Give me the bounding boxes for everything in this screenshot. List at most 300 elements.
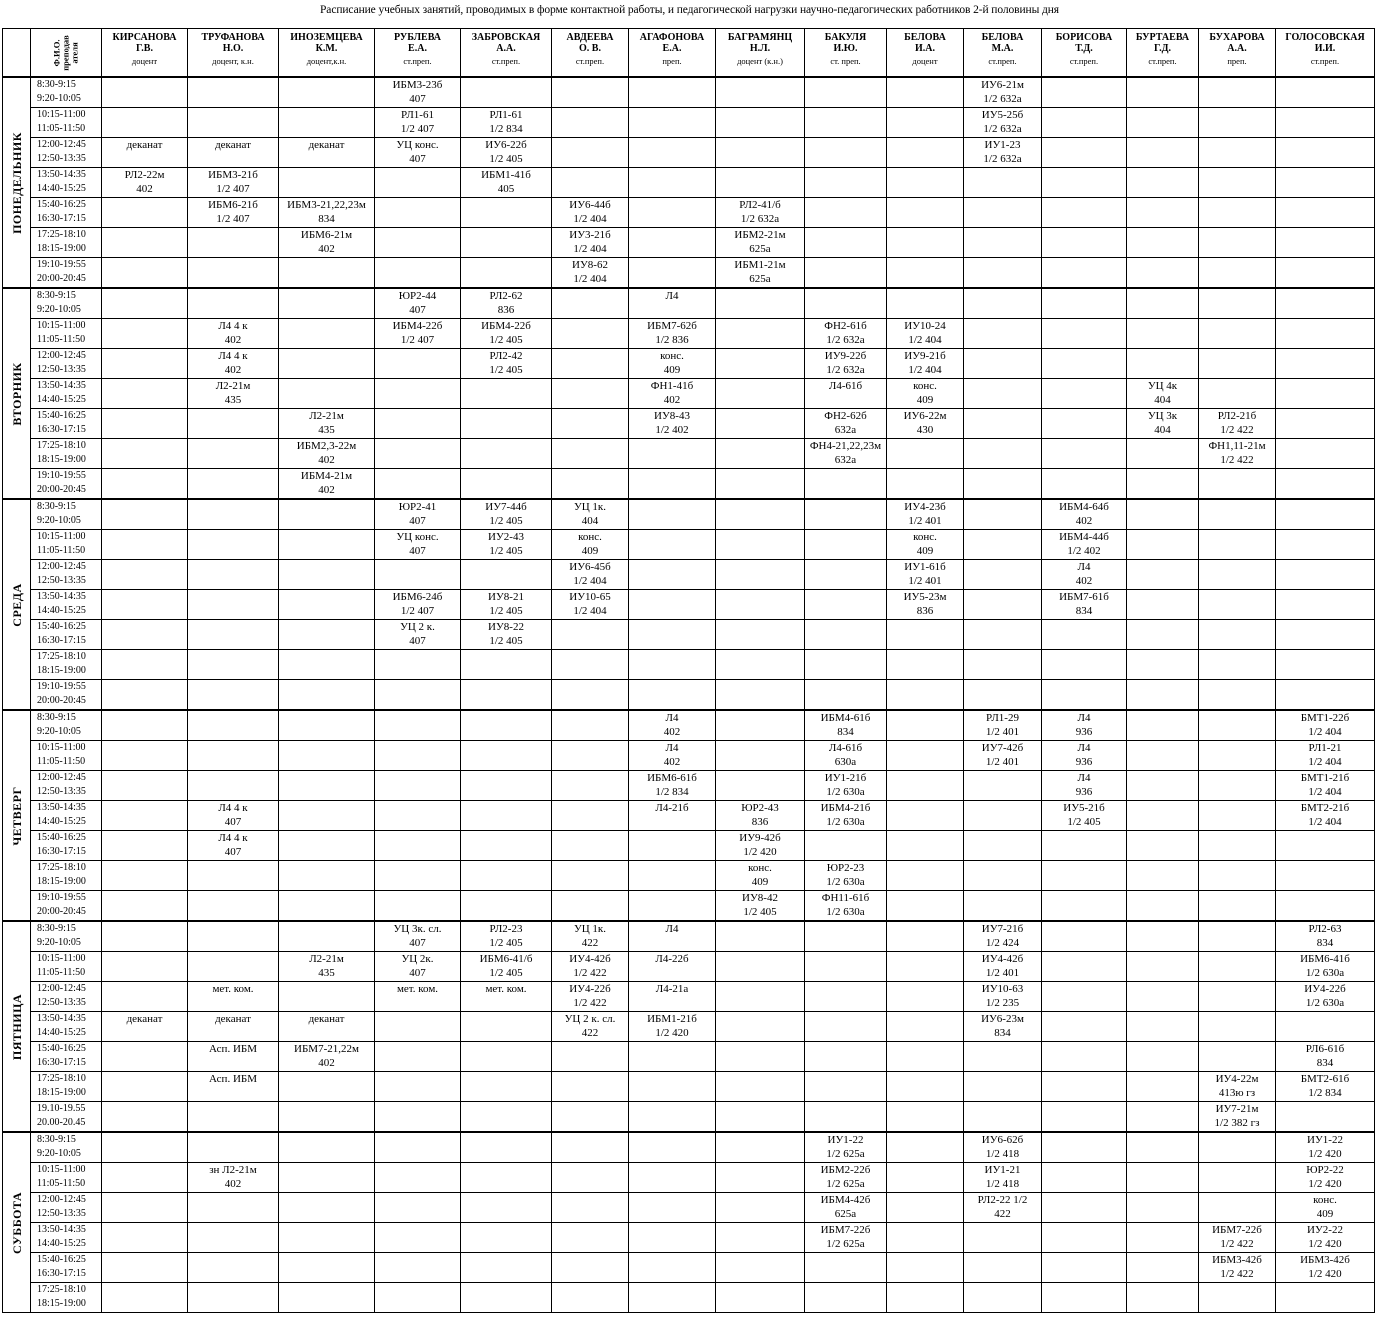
class-entry: 409 — [916, 545, 934, 557]
schedule-cell — [805, 861, 887, 891]
class-entry: 1/2 632а — [826, 334, 865, 346]
schedule-cell — [887, 620, 964, 650]
schedule-cell — [964, 861, 1042, 891]
schedule-cell — [279, 1283, 375, 1313]
schedule-cell — [964, 1072, 1042, 1102]
fio-header — [31, 29, 102, 78]
schedule-cell — [1199, 499, 1276, 530]
schedule-cell — [188, 108, 279, 138]
class-entry: ИУ1-21б — [824, 772, 867, 784]
schedule-cell — [629, 228, 716, 258]
schedule-cell — [805, 620, 887, 650]
schedule-cell — [716, 861, 805, 891]
class-entry: 1/2 834 — [1308, 1087, 1342, 1099]
schedule-cell — [188, 198, 279, 228]
schedule-cell — [375, 168, 461, 198]
class-entry: БМТ1-22б — [1300, 712, 1350, 724]
timeslot-row — [3, 198, 1375, 228]
schedule-cell — [102, 650, 188, 680]
class-entry: ИБМ6-41/б — [479, 953, 533, 965]
schedule-cell — [1042, 861, 1127, 891]
class-entry: Асп. ИБМ — [209, 1043, 257, 1055]
schedule-cell — [1127, 138, 1199, 168]
teacher-header — [552, 29, 629, 78]
schedule-cell — [629, 409, 716, 439]
time-cell — [31, 1253, 102, 1283]
class-entry: 630а — [834, 756, 857, 768]
time-range: 17:25-18:10 — [37, 1073, 86, 1084]
schedule-cell — [188, 1193, 279, 1223]
schedule-cell — [716, 741, 805, 771]
schedule-cell — [1127, 228, 1199, 258]
schedule-cell — [461, 590, 552, 620]
time-cell — [31, 1132, 102, 1163]
schedule-cell — [1199, 138, 1276, 168]
schedule-cell — [461, 258, 552, 289]
schedule-cell — [375, 469, 461, 500]
schedule-cell — [279, 831, 375, 861]
schedule-cell — [805, 710, 887, 741]
class-entry: 1/2 407 — [400, 123, 435, 135]
schedule-cell — [1276, 138, 1375, 168]
class-entry: ИУ1-22 — [1307, 1134, 1343, 1146]
class-entry: 1/2 407 — [216, 183, 250, 195]
teacher-initials: К.М. — [315, 43, 338, 54]
time-cell — [31, 982, 102, 1012]
teacher-header — [887, 29, 964, 78]
teacher-name: БЕЛОВА — [904, 32, 946, 43]
schedule-cell — [629, 741, 716, 771]
schedule-cell — [461, 530, 552, 560]
schedule-cell — [887, 319, 964, 349]
schedule-cell — [375, 650, 461, 680]
schedule-cell — [716, 77, 805, 108]
schedule-cell — [102, 379, 188, 409]
schedule-cell — [805, 1223, 887, 1253]
schedule-cell — [375, 1283, 461, 1313]
timeslot-row — [3, 710, 1375, 741]
schedule-cell — [102, 1072, 188, 1102]
schedule-cell — [552, 560, 629, 590]
schedule-cell — [1042, 1253, 1127, 1283]
schedule-cell — [188, 530, 279, 560]
class-entry: деканат — [215, 1013, 251, 1025]
schedule-cell — [1276, 379, 1375, 409]
schedule-cell — [552, 710, 629, 741]
schedule-cell — [1276, 801, 1375, 831]
class-entry: Л2-21м — [309, 410, 344, 422]
timeslot-row — [3, 831, 1375, 861]
schedule-cell — [375, 1072, 461, 1102]
schedule-cell — [1276, 891, 1375, 922]
teacher-position: ст.преп. — [403, 56, 432, 66]
schedule-cell — [1199, 710, 1276, 741]
class-entry: РЛ2-63 — [1308, 923, 1342, 935]
schedule-cell — [552, 439, 629, 469]
schedule-cell — [102, 710, 188, 741]
schedule-cell — [716, 1163, 805, 1193]
class-entry: ИУ9-21б — [904, 350, 946, 362]
teacher-position: доцент — [912, 56, 938, 66]
schedule-cell — [887, 952, 964, 982]
schedule-cell — [629, 168, 716, 198]
time-cell — [31, 319, 102, 349]
schedule-cell — [887, 590, 964, 620]
class-entry: ИУ6-23м — [981, 1013, 1024, 1025]
time-range: 20:00-20:45 — [37, 906, 86, 917]
schedule-cell — [716, 439, 805, 469]
schedule-cell — [716, 409, 805, 439]
time-range: 10:15-11:00 — [37, 742, 86, 753]
schedule-cell — [279, 680, 375, 711]
schedule-cell — [279, 1253, 375, 1283]
time-range: 9:20-10:05 — [37, 515, 81, 526]
schedule-cell — [375, 1102, 461, 1133]
schedule-cell — [375, 288, 461, 319]
teacher-name: АГАФОНОВА — [639, 32, 705, 43]
schedule-cell — [805, 560, 887, 590]
schedule-cell — [102, 1163, 188, 1193]
class-entry: 402 — [224, 334, 242, 346]
class-entry: УЦ 2 к. — [400, 621, 435, 633]
class-entry: 1/2 401 — [985, 726, 1020, 738]
time-range: 13:50-14:35 — [37, 802, 86, 813]
class-entry: 1/2 834 — [655, 786, 689, 798]
schedule-cell — [1199, 198, 1276, 228]
schedule-cell — [1276, 349, 1375, 379]
schedule-cell — [279, 349, 375, 379]
time-range: 9:20-10:05 — [37, 304, 81, 315]
schedule-cell — [1199, 1132, 1276, 1163]
class-entry: Л4 — [1077, 712, 1091, 724]
schedule-cell — [461, 319, 552, 349]
schedule-cell — [461, 1223, 552, 1253]
teacher-header — [1127, 29, 1199, 78]
schedule-cell — [461, 439, 552, 469]
time-range: 16:30-17:15 — [37, 213, 86, 224]
schedule-cell — [629, 921, 716, 952]
time-cell — [31, 680, 102, 711]
schedule-cell — [1276, 108, 1375, 138]
schedule-cell — [629, 1283, 716, 1313]
timeslot-row — [3, 771, 1375, 801]
schedule-cell — [805, 801, 887, 831]
timeslot-row — [3, 680, 1375, 711]
schedule-cell — [1042, 288, 1127, 319]
schedule-cell — [716, 1072, 805, 1102]
schedule-cell — [805, 228, 887, 258]
schedule-cell — [375, 228, 461, 258]
class-entry: 1/2 405 — [489, 605, 523, 617]
day-cell — [3, 921, 31, 1132]
schedule-cell — [188, 409, 279, 439]
schedule-cell — [964, 1193, 1042, 1223]
schedule-cell — [279, 982, 375, 1012]
schedule-cell — [1199, 1193, 1276, 1223]
time-cell — [31, 891, 102, 922]
schedule-cell — [887, 499, 964, 530]
schedule-cell — [552, 138, 629, 168]
schedule-cell — [1127, 861, 1199, 891]
time-range: 14:40-15:25 — [37, 605, 86, 616]
schedule-cell — [375, 891, 461, 922]
time-range: 12:50-13:35 — [37, 997, 86, 1008]
class-entry: ИБМ4-42б — [820, 1194, 871, 1206]
schedule-cell — [805, 168, 887, 198]
class-entry: ИБМ6-24б — [392, 591, 443, 603]
schedule-cell — [1276, 1223, 1375, 1253]
schedule-cell — [1042, 1223, 1127, 1253]
teacher-position: доцент, к.н. — [212, 56, 254, 66]
day-label: СРЕДА — [9, 582, 24, 627]
schedule-cell — [805, 1042, 887, 1072]
teacher-name: РУБЛЕВА — [394, 32, 441, 43]
schedule-cell — [805, 439, 887, 469]
schedule-cell — [1127, 1012, 1199, 1042]
schedule-cell — [102, 982, 188, 1012]
schedule-cell — [375, 530, 461, 560]
schedule-cell — [716, 1012, 805, 1042]
time-range: 15:40-16:25 — [37, 410, 86, 421]
time-range: 17:25-18:10 — [37, 229, 86, 240]
teacher-name: БУРТАЕВА — [1135, 32, 1190, 43]
time-range: 11:05-11:50 — [37, 334, 86, 345]
time-range: 15:40-16:25 — [37, 199, 86, 210]
schedule-cell — [552, 198, 629, 228]
schedule-cell — [461, 1102, 552, 1133]
schedule-cell — [375, 952, 461, 982]
class-entry: 1/2 630а — [826, 786, 865, 798]
class-entry: 1/2 420 — [1308, 1178, 1342, 1190]
day-cell — [3, 1132, 31, 1313]
schedule-cell — [1199, 288, 1276, 319]
schedule-cell — [461, 891, 552, 922]
schedule-cell — [964, 650, 1042, 680]
schedule-cell — [1199, 590, 1276, 620]
class-entry: 402 — [224, 1178, 242, 1190]
schedule-cell — [279, 409, 375, 439]
schedule-cell — [279, 108, 375, 138]
schedule-cell — [461, 1193, 552, 1223]
schedule-cell — [375, 801, 461, 831]
schedule-cell — [461, 771, 552, 801]
class-entry: конс. — [660, 350, 684, 362]
schedule-cell — [629, 349, 716, 379]
schedule-cell — [805, 952, 887, 982]
schedule-cell — [461, 620, 552, 650]
time-range: 11:05-11:50 — [37, 967, 86, 978]
teacher-position: ст.преп. — [1148, 56, 1177, 66]
schedule-cell — [188, 741, 279, 771]
class-entry: ИУ6-45б — [569, 561, 611, 573]
schedule-cell — [552, 108, 629, 138]
day-cell — [3, 499, 31, 710]
schedule-cell — [964, 1283, 1042, 1313]
teacher-initials: М.А. — [991, 43, 1014, 54]
class-entry: 1/2 405 — [489, 937, 523, 949]
schedule-cell — [552, 1012, 629, 1042]
schedule-cell — [1276, 560, 1375, 590]
schedule-cell — [1199, 349, 1276, 379]
schedule-cell — [461, 1283, 552, 1313]
schedule-cell — [887, 379, 964, 409]
time-cell — [31, 590, 102, 620]
schedule-cell — [1276, 952, 1375, 982]
schedule-cell — [1042, 198, 1127, 228]
time-range: 12:00-12:45 — [37, 983, 86, 994]
class-entry: ИБМ3-42б — [1212, 1254, 1262, 1266]
schedule-cell — [964, 530, 1042, 560]
schedule-cell — [552, 891, 629, 922]
schedule-cell — [716, 108, 805, 138]
schedule-cell — [375, 439, 461, 469]
class-entry: 407 — [409, 93, 426, 105]
time-cell — [31, 921, 102, 952]
schedule-cell — [1042, 650, 1127, 680]
schedule-cell — [461, 288, 552, 319]
class-entry: деканат — [215, 139, 251, 151]
class-entry: 834 — [318, 213, 335, 225]
time-range: 9:20-10:05 — [37, 937, 81, 948]
schedule-cell — [1127, 680, 1199, 711]
schedule-cell — [1042, 530, 1127, 560]
schedule-cell — [887, 741, 964, 771]
class-entry: Л4 4 к — [218, 320, 248, 332]
class-entry: РЛ6-61б — [1305, 1043, 1345, 1055]
schedule-cell — [188, 228, 279, 258]
schedule-cell — [102, 590, 188, 620]
schedule-cell — [375, 771, 461, 801]
timeslot-row — [3, 1163, 1375, 1193]
schedule-cell — [716, 801, 805, 831]
schedule-cell — [629, 1223, 716, 1253]
class-entry: ИБМ7-62б — [647, 320, 697, 332]
schedule-cell — [964, 108, 1042, 138]
teacher-name: БОРИСОВА — [1055, 32, 1113, 43]
class-entry: ИУ9-22б — [824, 350, 867, 362]
class-entry: ИУ4-22м — [1215, 1073, 1259, 1085]
class-entry: 402 — [318, 454, 335, 466]
class-entry: БМТ2-21б — [1300, 802, 1350, 814]
class-entry: 1/2 422 — [1220, 424, 1254, 436]
schedule-cell — [716, 1253, 805, 1283]
schedule-cell — [279, 288, 375, 319]
schedule-cell — [887, 198, 964, 228]
timeslot-row — [3, 921, 1375, 952]
schedule-cell — [1127, 1283, 1199, 1313]
class-entry: 407 — [409, 967, 426, 979]
class-entry: ИУ8-21 — [488, 591, 524, 603]
class-entry: конс. — [748, 862, 772, 874]
time-range: 20.00-20.45 — [37, 1117, 86, 1128]
class-entry: УЦ 3к — [1147, 410, 1178, 422]
class-entry: ИБМ4-44б — [1059, 531, 1109, 543]
schedule-cell — [716, 650, 805, 680]
schedule-cell — [102, 771, 188, 801]
class-entry: 834 — [1075, 605, 1093, 617]
schedule-cell — [188, 590, 279, 620]
schedule-cell — [1199, 1072, 1276, 1102]
time-cell — [31, 650, 102, 680]
schedule-cell — [1276, 771, 1375, 801]
schedule-cell — [102, 530, 188, 560]
schedule-table — [2, 28, 1375, 1313]
class-entry: 1/2 401 — [985, 756, 1020, 768]
schedule-cell — [279, 590, 375, 620]
class-entry: 1/2 630а — [826, 876, 865, 888]
schedule-cell — [102, 952, 188, 982]
time-cell — [31, 861, 102, 891]
schedule-cell — [964, 499, 1042, 530]
schedule-cell — [716, 952, 805, 982]
schedule-cell — [552, 77, 629, 108]
class-entry: 1/2 405 — [1067, 816, 1101, 828]
schedule-cell — [716, 258, 805, 289]
schedule-cell — [279, 771, 375, 801]
schedule-cell — [887, 1223, 964, 1253]
schedule-cell — [188, 1102, 279, 1133]
time-cell — [31, 258, 102, 289]
class-entry: Л4-61б — [828, 742, 863, 754]
schedule-cell — [629, 499, 716, 530]
schedule-cell — [1127, 1253, 1199, 1283]
schedule-cell — [629, 831, 716, 861]
schedule-cell — [1127, 1102, 1199, 1133]
class-entry: 1/2 418 — [985, 1178, 1020, 1190]
schedule-cell — [1127, 831, 1199, 861]
schedule-cell — [716, 831, 805, 861]
class-entry: 1/2 407 — [400, 334, 435, 346]
schedule-cell — [805, 982, 887, 1012]
schedule-cell — [461, 831, 552, 861]
time-range: 19:10-19:55 — [37, 681, 86, 692]
schedule-cell — [279, 1132, 375, 1163]
schedule-cell — [1127, 952, 1199, 982]
schedule-cell — [887, 921, 964, 952]
time-range: 17:25-18:10 — [37, 440, 86, 451]
class-entry: 407 — [409, 515, 426, 527]
schedule-cell — [279, 530, 375, 560]
schedule-cell — [375, 349, 461, 379]
time-range: 12:50-13:35 — [37, 1208, 86, 1219]
schedule-cell — [1199, 921, 1276, 952]
schedule-cell — [461, 108, 552, 138]
schedule-cell — [1199, 1163, 1276, 1193]
schedule-cell — [1042, 1042, 1127, 1072]
schedule-cell — [964, 710, 1042, 741]
teacher-header — [279, 29, 375, 78]
schedule-cell — [1199, 258, 1276, 289]
time-range: 13:50-14:35 — [37, 169, 86, 180]
class-entry: Л4-21а — [655, 983, 689, 995]
schedule-cell — [188, 1163, 279, 1193]
schedule-cell — [1042, 77, 1127, 108]
schedule-cell — [1199, 861, 1276, 891]
day-label: ПЯТНИЦА — [9, 993, 24, 1060]
fio-header-label: Ф.И.О. преподав ателя — [51, 34, 80, 71]
schedule-cell — [1127, 982, 1199, 1012]
time-cell — [31, 288, 102, 319]
schedule-cell — [805, 1193, 887, 1223]
schedule-cell — [102, 620, 188, 650]
timeslot-row — [3, 77, 1375, 108]
day-label: ЧЕТВЕРГ — [9, 785, 24, 846]
schedule-cell — [1042, 1193, 1127, 1223]
class-entry: Л4 4 к — [218, 350, 248, 362]
schedule-cell — [805, 319, 887, 349]
schedule-cell — [1199, 891, 1276, 922]
schedule-cell — [279, 650, 375, 680]
